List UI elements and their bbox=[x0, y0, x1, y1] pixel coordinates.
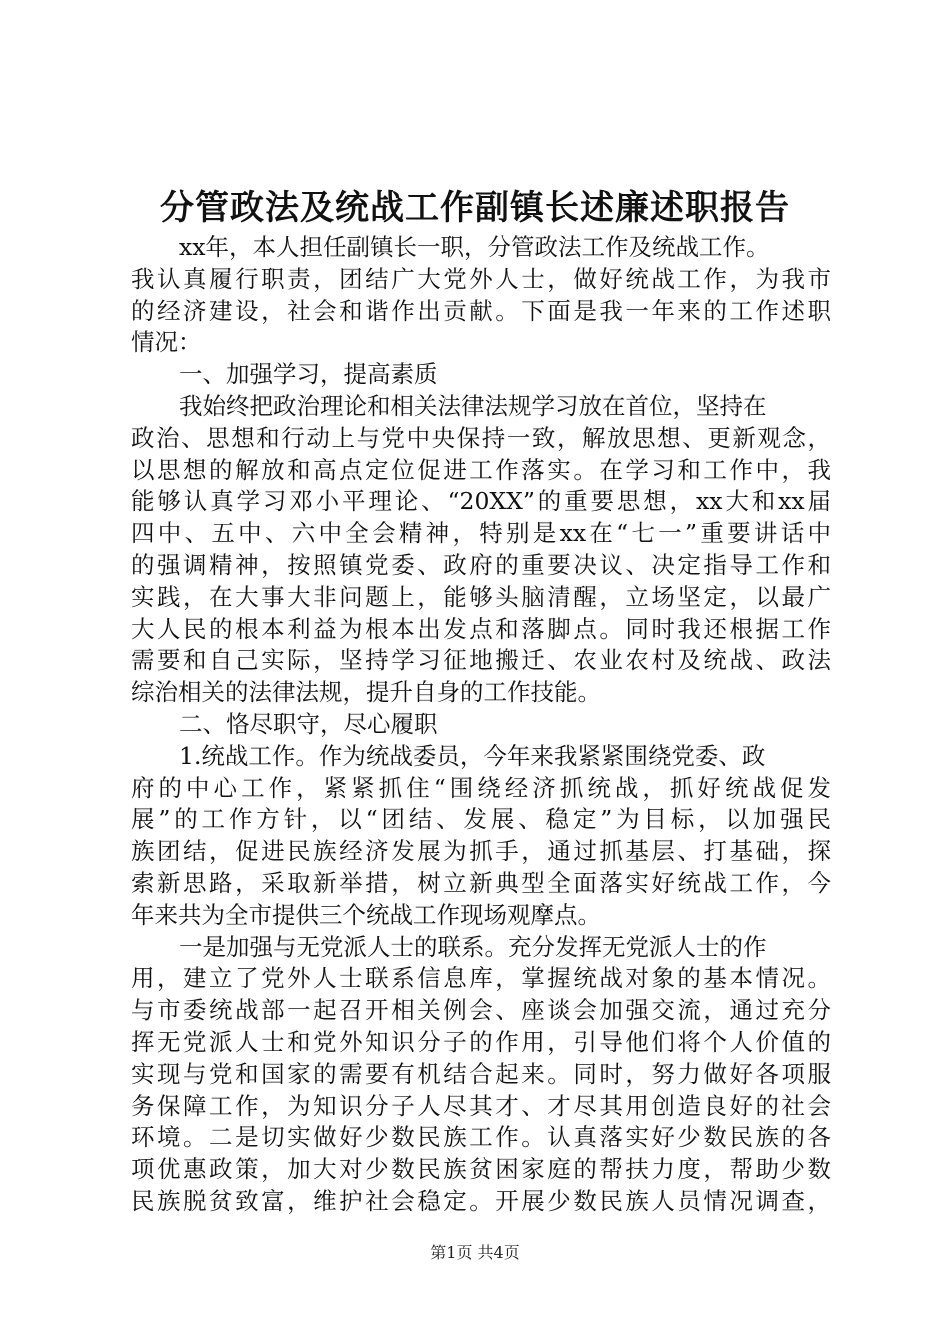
body-line: 用，建立了党外人士联系信息库，掌握统战对象的基本情况。 bbox=[131, 964, 831, 993]
body-line: 项优惠政策，加大对少数民族贫困家庭的帮扶力度，帮助少数 bbox=[131, 1155, 831, 1184]
body-line: 以思想的解放和高点定位促进工作落实。在学习和工作中，我 bbox=[131, 455, 831, 484]
body-line: 务保障工作，为知识分子人尽其才、才尽其用创造良好的社会 bbox=[131, 1091, 831, 1120]
body-line: 挥无党派人士和党外知识分子的作用，引导他们将个人价值的 bbox=[131, 1027, 831, 1056]
body-line: 实践，在大事大非问题上，能够头脑清醒，立场坚定，以最广 bbox=[131, 582, 831, 611]
body-line: 我始终把政治理论和相关法律法规学习放在首位，坚持在 bbox=[179, 391, 767, 420]
body-line: 索新思路，采取新举措，树立新典型全面落实好统战工作，今 bbox=[131, 868, 831, 897]
body-line: 民族脱贫致富，维护社会稳定。开展少数民族人员情况调查， bbox=[131, 1186, 831, 1215]
body-line: 的强调精神，按照镇党委、政府的重要决议、决定指导工作和 bbox=[131, 550, 831, 579]
section-heading: 二、恪尽职守，尽心履职 bbox=[179, 709, 438, 738]
section-heading: 一、加强学习，提高素质 bbox=[179, 360, 438, 389]
body-line: 实现与党和国家的需要有机结合起来。同时，努力做好各项服 bbox=[131, 1059, 831, 1088]
body-line: 年来共为全市提供三个统战工作现场观摩点。 bbox=[131, 900, 601, 929]
body-line: 展”的工作方针，以“团结、发展、稳定”为目标，以加强民 bbox=[131, 805, 831, 834]
body-line: 能够认真学习邓小平理论、“20XX”的重要思想，xx大和xx届 bbox=[131, 487, 831, 516]
body-line: 情况： bbox=[131, 328, 202, 357]
body-line: 需要和自己实际，坚持学习征地搬迁、农业农村及统战、政法 bbox=[131, 646, 831, 675]
body-line: 1.统战工作。作为统战委员，今年来我紧紧围绕党委、政 bbox=[179, 741, 766, 770]
body-line: 环境。二是切实做好少数民族工作。认真落实好少数民族的各 bbox=[131, 1123, 831, 1152]
body-line: 府的中心工作，紧紧抓住“围绕经济抓统战，抓好统战促发 bbox=[131, 773, 831, 802]
body-line: 的经济建设，社会和谐作出贡献。下面是我一年来的工作述职 bbox=[131, 296, 831, 325]
body-line: 综治相关的法律法规，提升自身的工作技能。 bbox=[131, 678, 601, 707]
document-title: 分管政法及统战工作副镇长述廉述职报告 bbox=[160, 188, 790, 228]
body-line: xx年，本人担任副镇长一职，分管政法工作及统战工作。 bbox=[179, 233, 770, 261]
document-body bbox=[131, 232, 831, 1218]
body-line: 族团结，促进民族经济发展为抓手，通过抓基层、打基础，探 bbox=[131, 837, 831, 866]
body-line: 政治、思想和行动上与党中央保持一致，解放思想、更新观念， bbox=[131, 423, 831, 452]
body-line: 一是加强与无党派人士的联系。充分发挥无党派人士的作 bbox=[179, 932, 767, 961]
body-line: 大人民的根本利益为根本出发点和落脚点。同时我还根据工作 bbox=[131, 614, 831, 643]
page-number: 第1页 共4页 bbox=[430, 1243, 520, 1262]
body-line: 四中、五中、六中全会精神，特别是xx在“七一”重要讲话中 bbox=[131, 519, 831, 548]
body-line: 与市委统战部一起召开相关例会、座谈会加强交流，通过充分 bbox=[131, 996, 831, 1025]
body-line: 我认真履行职责，团结广大党外人士，做好统战工作，为我市 bbox=[131, 264, 831, 293]
